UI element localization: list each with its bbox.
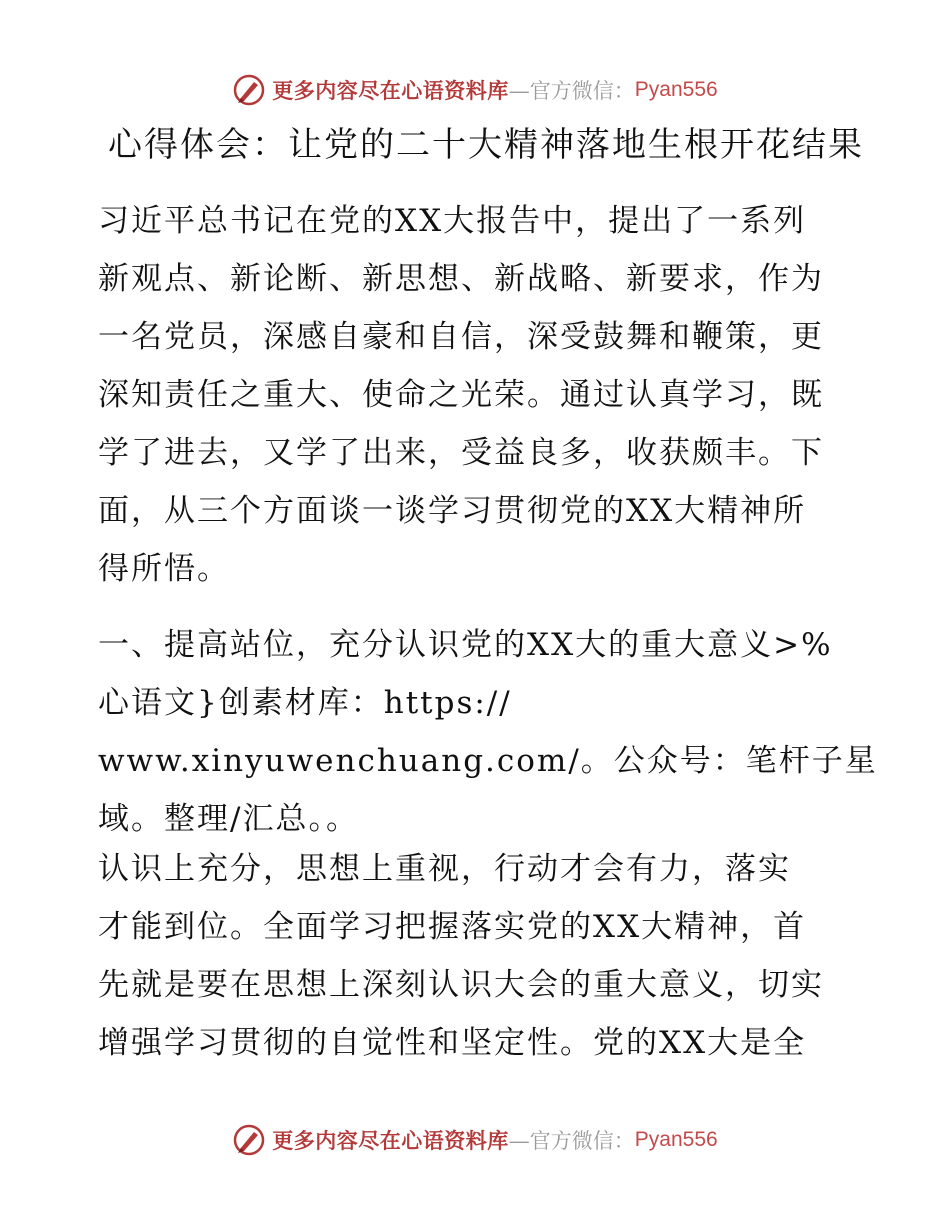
paragraph-line: 学了进去，又学了出来，受益良多，收获颇丰。下 [98, 435, 824, 471]
banner-promo-text: 更多内容尽在心语资料库 [272, 1128, 509, 1153]
heading-line: 一、提高站位，充分认识党的XX大的重大意义>% [98, 627, 833, 663]
paragraph-line: 面，从三个方面谈一谈学习贯彻党的XX大精神所 [98, 493, 807, 529]
paragraph-line: 先就是要在思想上深刻认识大会的重大意义，切实 [98, 967, 824, 1003]
heading-line: 心语文}创素材库：https:// [98, 685, 512, 721]
paragraph-line: 得所悟。 [98, 551, 230, 587]
paragraph-line: 新观点、新论断、新思想、新战略、新要求，作为 [98, 261, 824, 297]
banner-wechat-label: —官方微信： [508, 79, 635, 103]
body-paragraph [98, 840, 858, 1072]
heading-line: 域。整理/汇总。。 [98, 801, 359, 837]
section-heading [98, 616, 878, 848]
banner-wechat-label: —官方微信： [508, 1129, 635, 1153]
intro-paragraph [98, 192, 858, 598]
pen-circle-logo-icon [232, 73, 266, 107]
pen-circle-logo-icon [232, 1123, 266, 1157]
paragraph-line: 习近平总书记在党的XX大报告中，提出了一系列 [98, 203, 807, 239]
paragraph-line: 一名党员，深感自豪和自信，深受鼓舞和鞭策，更 [98, 319, 824, 355]
header-watermark-banner [0, 70, 950, 110]
heading-line: www.xinyuwenchuang.com/。公众号：笔杆子星 [98, 743, 878, 779]
banner-wechat-handle: Pyan556 [634, 78, 718, 101]
footer-watermark-banner [0, 1120, 950, 1160]
paragraph-line: 认识上充分，思想上重视，行动才会有力，落实 [98, 851, 791, 887]
banner-wechat-handle: Pyan556 [634, 1128, 718, 1151]
paragraph-line: 才能到位。全面学习把握落实党的XX大精神，首 [98, 909, 807, 945]
document-title: 心得体会：让党的二十大精神落地生根开花结果 [108, 125, 864, 165]
paragraph-line: 增强学习贯彻的自觉性和坚定性。党的XX大是全 [98, 1025, 807, 1061]
paragraph-line: 深知责任之重大、使命之光荣。通过认真学习，既 [98, 377, 824, 413]
banner-promo-text: 更多内容尽在心语资料库 [272, 78, 509, 103]
